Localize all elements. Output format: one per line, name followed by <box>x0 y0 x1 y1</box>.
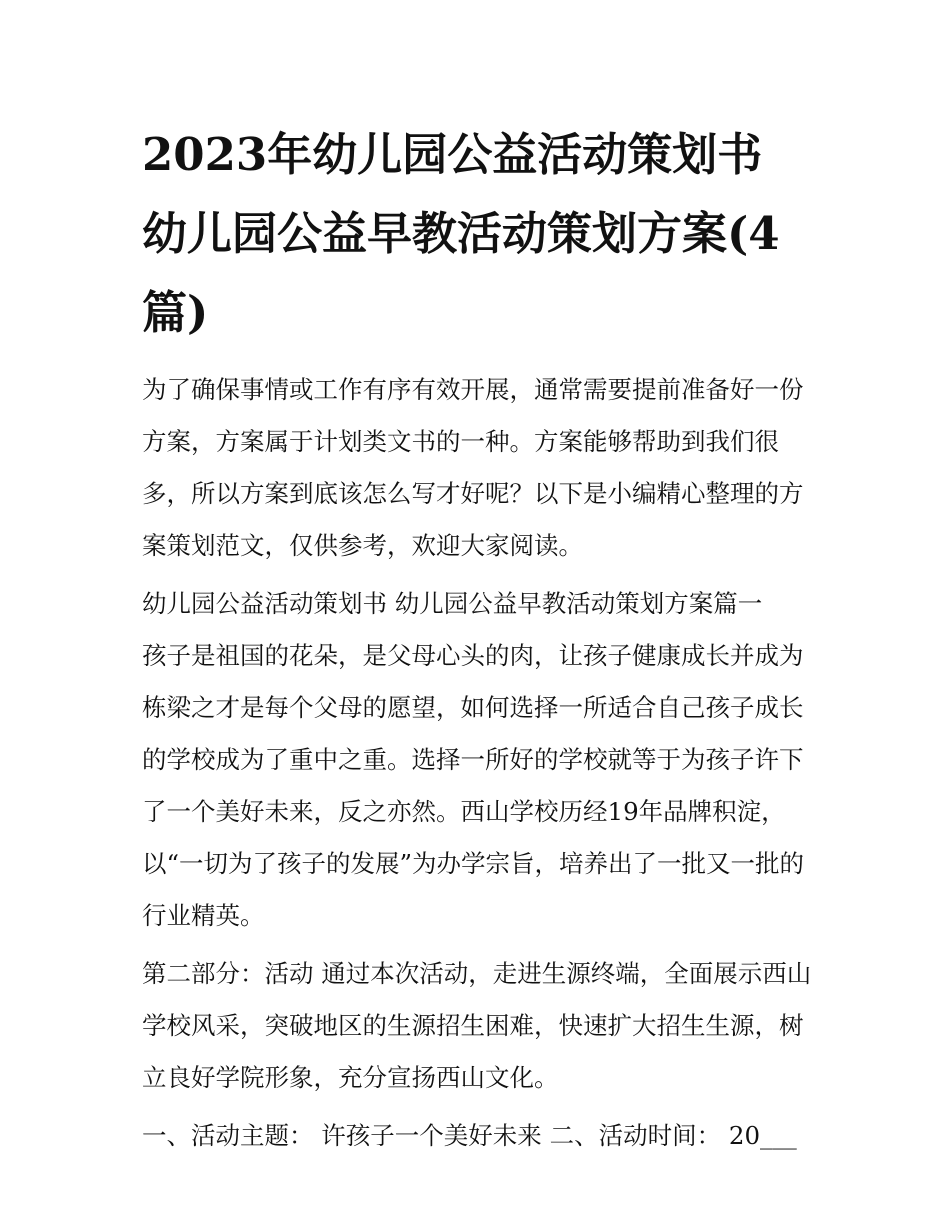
document-body <box>142 364 817 1162</box>
body-paragraph: 一、活动主题： 许孩子一个美好未来 二、活动时间： 20___ <box>142 1121 797 1150</box>
document-page <box>142 115 817 1162</box>
body-paragraph: 孩子是祖国的花朵，是父母心头的肉，让孩子健康成长并成为栋梁之才是每个父母的愿望，如何选择一所适合自己孩子成长的学校成为了重中之重。选择一所好的学校就等于为孩子许下了一个美好未来，反之亦然。西山学校历经19年品牌积淀，以“一切为了孩子的发展”为办学宗旨，培养出了一批又一批的行业精英。 <box>142 641 805 930</box>
intro-paragraph: 为了确保事情或工作有序有效开展，通常需要提前准备好一份方案，方案属于计划类文书的一种。方案能够帮助到我们很多，所以方案到底该怎么写才好呢？以下是小编精心整理的方案策划范文，仅供参考，欢迎大家阅读。 <box>142 375 804 560</box>
section-heading: 幼儿园公益活动策划书 幼儿园公益早教活动策划方案篇一 <box>142 589 763 618</box>
body-paragraph: 第二部分：活动 通过本次活动，走进生源终端，全面展示西山学校风采，突破地区的生源招生困难，快速扩大招生生源，树立良好学院形象，充分宣扬西山文化。 <box>142 959 812 1092</box>
document-title: 2023年幼儿园公益活动策划书 幼儿园公益早教活动策划方案(4篇) <box>142 128 780 339</box>
